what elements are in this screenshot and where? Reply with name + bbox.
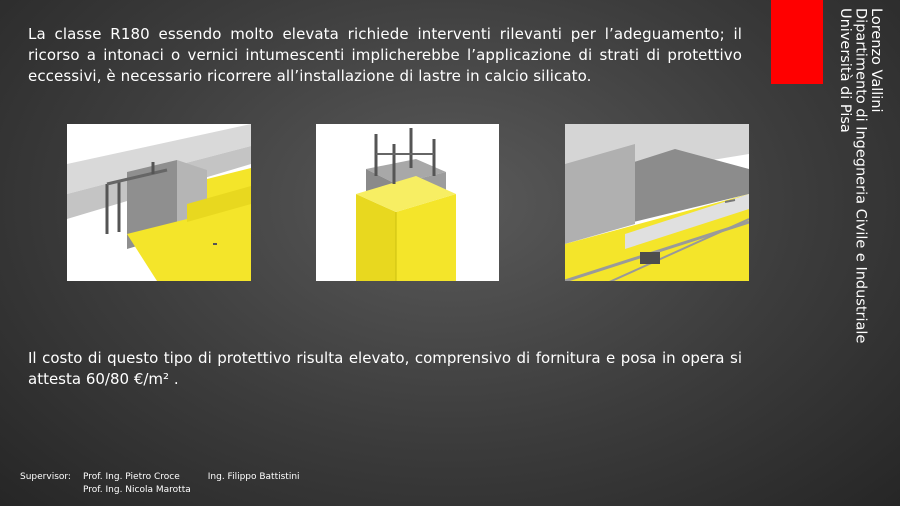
supervisor-label: Supervisor: (20, 472, 71, 482)
column-boards-image (316, 124, 499, 281)
cost-paragraph: Il costo di questo tipo di protettivo risulta elevato, comprensivo di fornitura e posa in opera si attesta 60/80 €/m² . (28, 349, 742, 388)
author-sidebar (835, 8, 883, 388)
university-name: Università di Pisa (837, 8, 853, 133)
supervisor-name: Ing. Filippo Battistini (207, 472, 300, 482)
department-name: Dipartimento di Ingegneria Civile e Industriale (852, 8, 869, 344)
intro-paragraph: La classe R180 essendo molto elevata richiede interventi rilevanti per l’adeguamento; il ricorso a intonaci o vernici intumescenti implicherebbe l’applicazione di strati di protettivo eccessivi, è necessario ricorrere all’installazione di lastre in calcio silicato. (28, 25, 742, 85)
beam-column-boards-image (67, 124, 251, 281)
beam-boards-image (565, 124, 749, 281)
supervisor-name: Prof. Ing. Nicola Marotta (83, 485, 191, 495)
author-name: Lorenzo Vallini (868, 8, 884, 113)
supervisor-name: Prof. Ing. Pietro Croce (83, 472, 180, 482)
accent-bar (771, 0, 823, 84)
supervisors-footer (20, 471, 300, 497)
